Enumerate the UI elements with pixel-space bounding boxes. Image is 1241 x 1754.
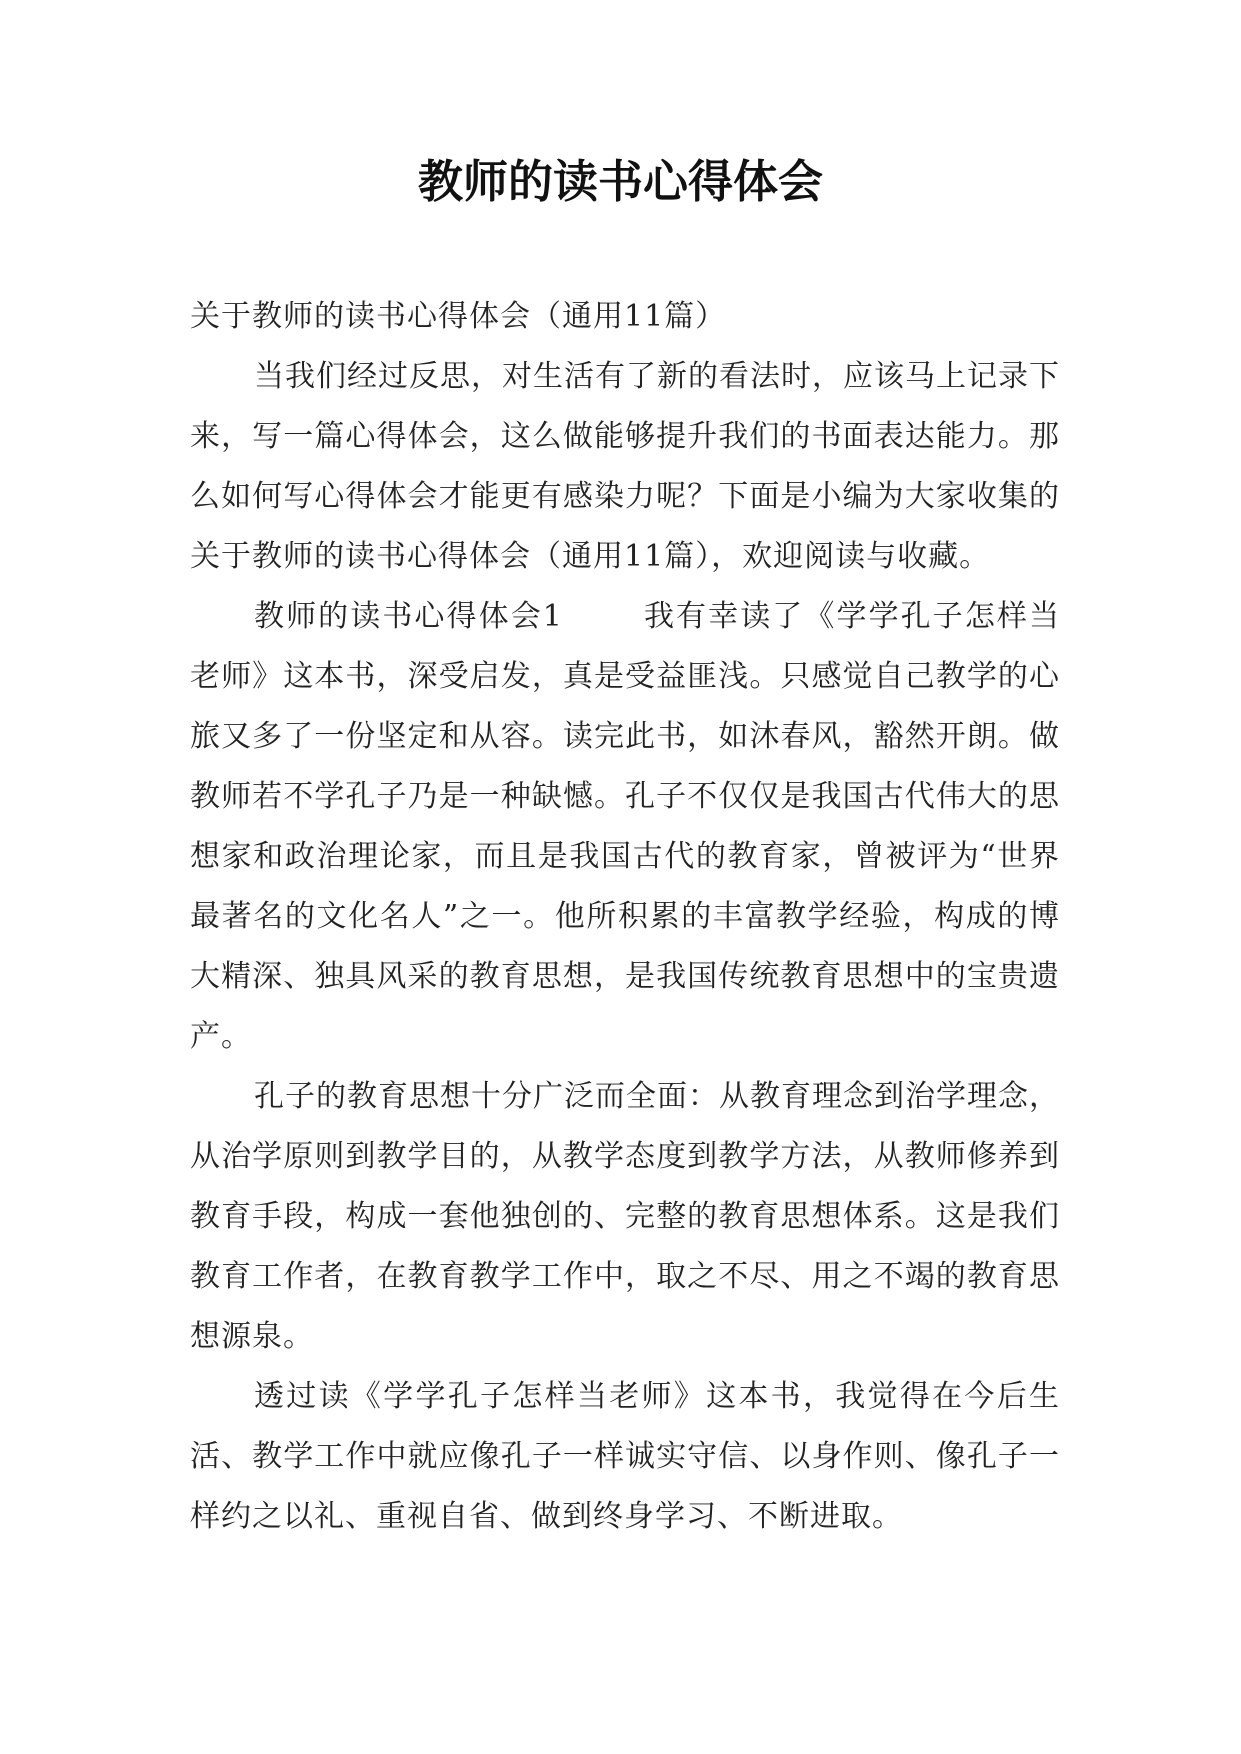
intro-paragraph: 当我们经过反思，对生活有了新的看法时，应该马上记录下来，写一篇心得体会，这么做能够提升我们的书面表达能力。那么如何写心得体会才能更有感染力呢？下面是小编为大家收集的关于教师的读书心得体会（通用11篇），欢迎阅读与收藏。 [190, 359, 1060, 574]
section-1-first-paragraph: 我有幸读了《学学孔子怎样当老师》这本书，深受启发，真是受益匪浅。只感觉自己教学的心旅又多了一份坚定和从容。读完此书，如沐春风，豁然开朗。做教师若不学孔子乃是一种缺憾。孔子不仅仅是我国古代伟大的思想家和政治理论家，而且是我国古代的教育家，曾被评为“世界最著名的文化名人”之一。他所积累的丰富教学经验，构成的博大精深、独具风采的教育思想，是我国传统教育思想中的宝贵遗产。 [190, 599, 1061, 1054]
document-title: 教师的读书心得体会 [417, 155, 823, 208]
document-subtitle: 关于教师的读书心得体会（通用11篇） [190, 299, 727, 334]
section-1-heading: 教师的读书心得体会1 [254, 599, 563, 634]
section-1-paragraph-3: 透过读《学学孔子怎样当老师》这本书，我觉得在今后生活、教学工作中就应像孔子一样诚实守信、以身作则、像孔子一样约之以礼、重视自省、做到终身学习、不断进取。 [190, 1379, 1060, 1534]
section-1-paragraph-2: 孔子的教育思想十分广泛而全面：从教育理念到治学理念，从治学原则到教学目的，从教学态度到教学方法，从教师修养到教育手段，构成一套他独创的、完整的教育思想体系。这是我们教育工作者，在教育教学工作中，取之不尽、用之不竭的教育思想源泉。 [190, 1079, 1060, 1354]
document-body [190, 287, 1060, 1547]
section-1-opening [190, 587, 1060, 1067]
